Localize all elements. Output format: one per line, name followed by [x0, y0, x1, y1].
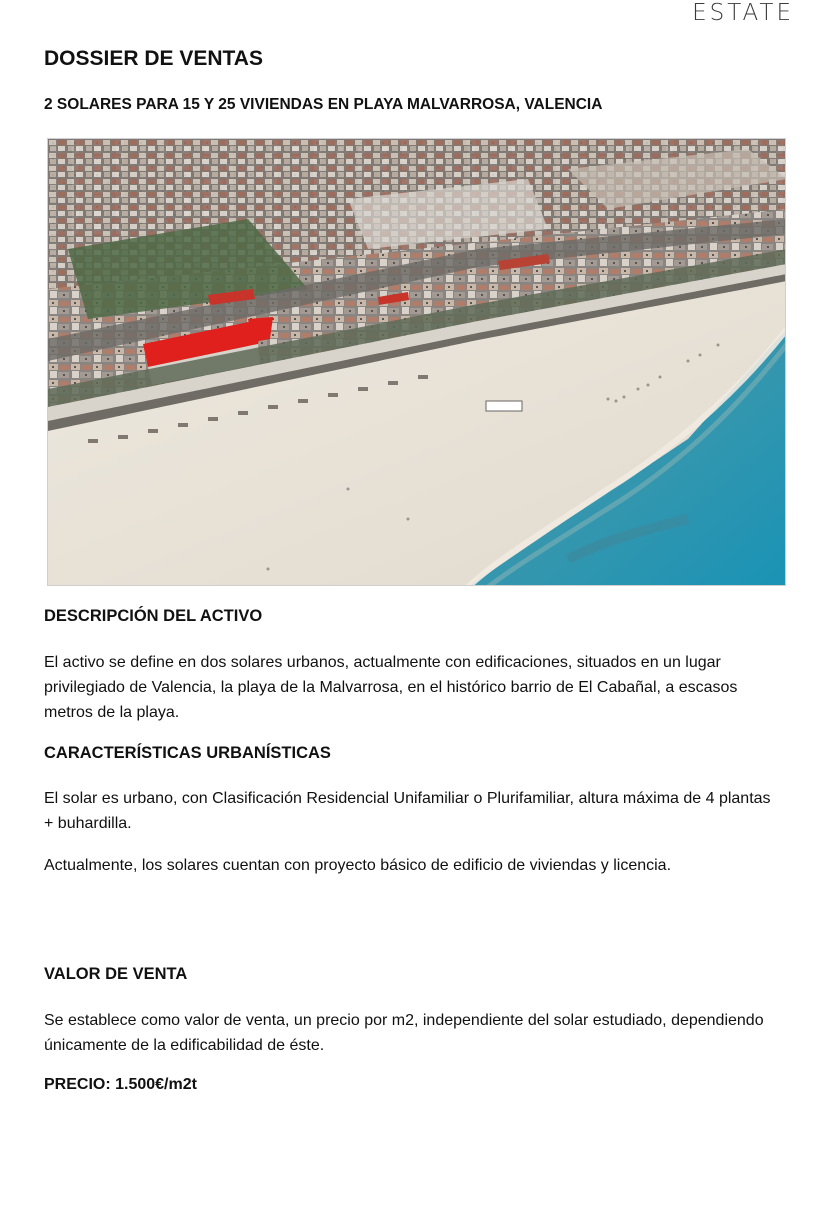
caracteristicas-text-2: Actualmente, los solares cuentan con proyecto básico de edificio de viviendas y licencia. — [44, 857, 672, 874]
document-title: DOSSIER DE VENTAS — [44, 47, 263, 70]
section-heading-descripcion: DESCRIPCIÓN DEL ACTIVO — [44, 607, 263, 625]
section-heading-valor: VALOR DE VENTA — [44, 965, 188, 983]
estate-logo: ESTATE — [692, 0, 794, 26]
price-label: PRECIO: 1.500€/m2t — [44, 1076, 197, 1093]
valor-text: Se establece como valor de venta, un precio por m2, independiente del solar estudiado, dependiendo únicamente de la edificabilidad de éste. — [44, 1012, 764, 1054]
document-subtitle: 2 SOLARES PARA 15 Y 25 VIVIENDAS EN PLAYA MALVARROSA, VALENCIA — [44, 96, 603, 113]
caracteristicas-text-1: El solar es urbano, con Clasificación Residencial Unifamiliar o Plurifamiliar, altura máxima de 4 plantas + buhardilla. — [44, 790, 771, 832]
aerial-beach-photo — [47, 138, 786, 586]
descripcion-text: El activo se define en dos solares urbanos, actualmente con edificaciones, situados en un lugar privilegiado de Valencia, la playa de la Malvarrosa, en el histórico barrio de El Cabañal, a escasos metros de la playa. — [44, 654, 738, 721]
section-heading-caracteristicas: CARACTERÍSTICAS URBANÍSTICAS — [44, 744, 331, 762]
